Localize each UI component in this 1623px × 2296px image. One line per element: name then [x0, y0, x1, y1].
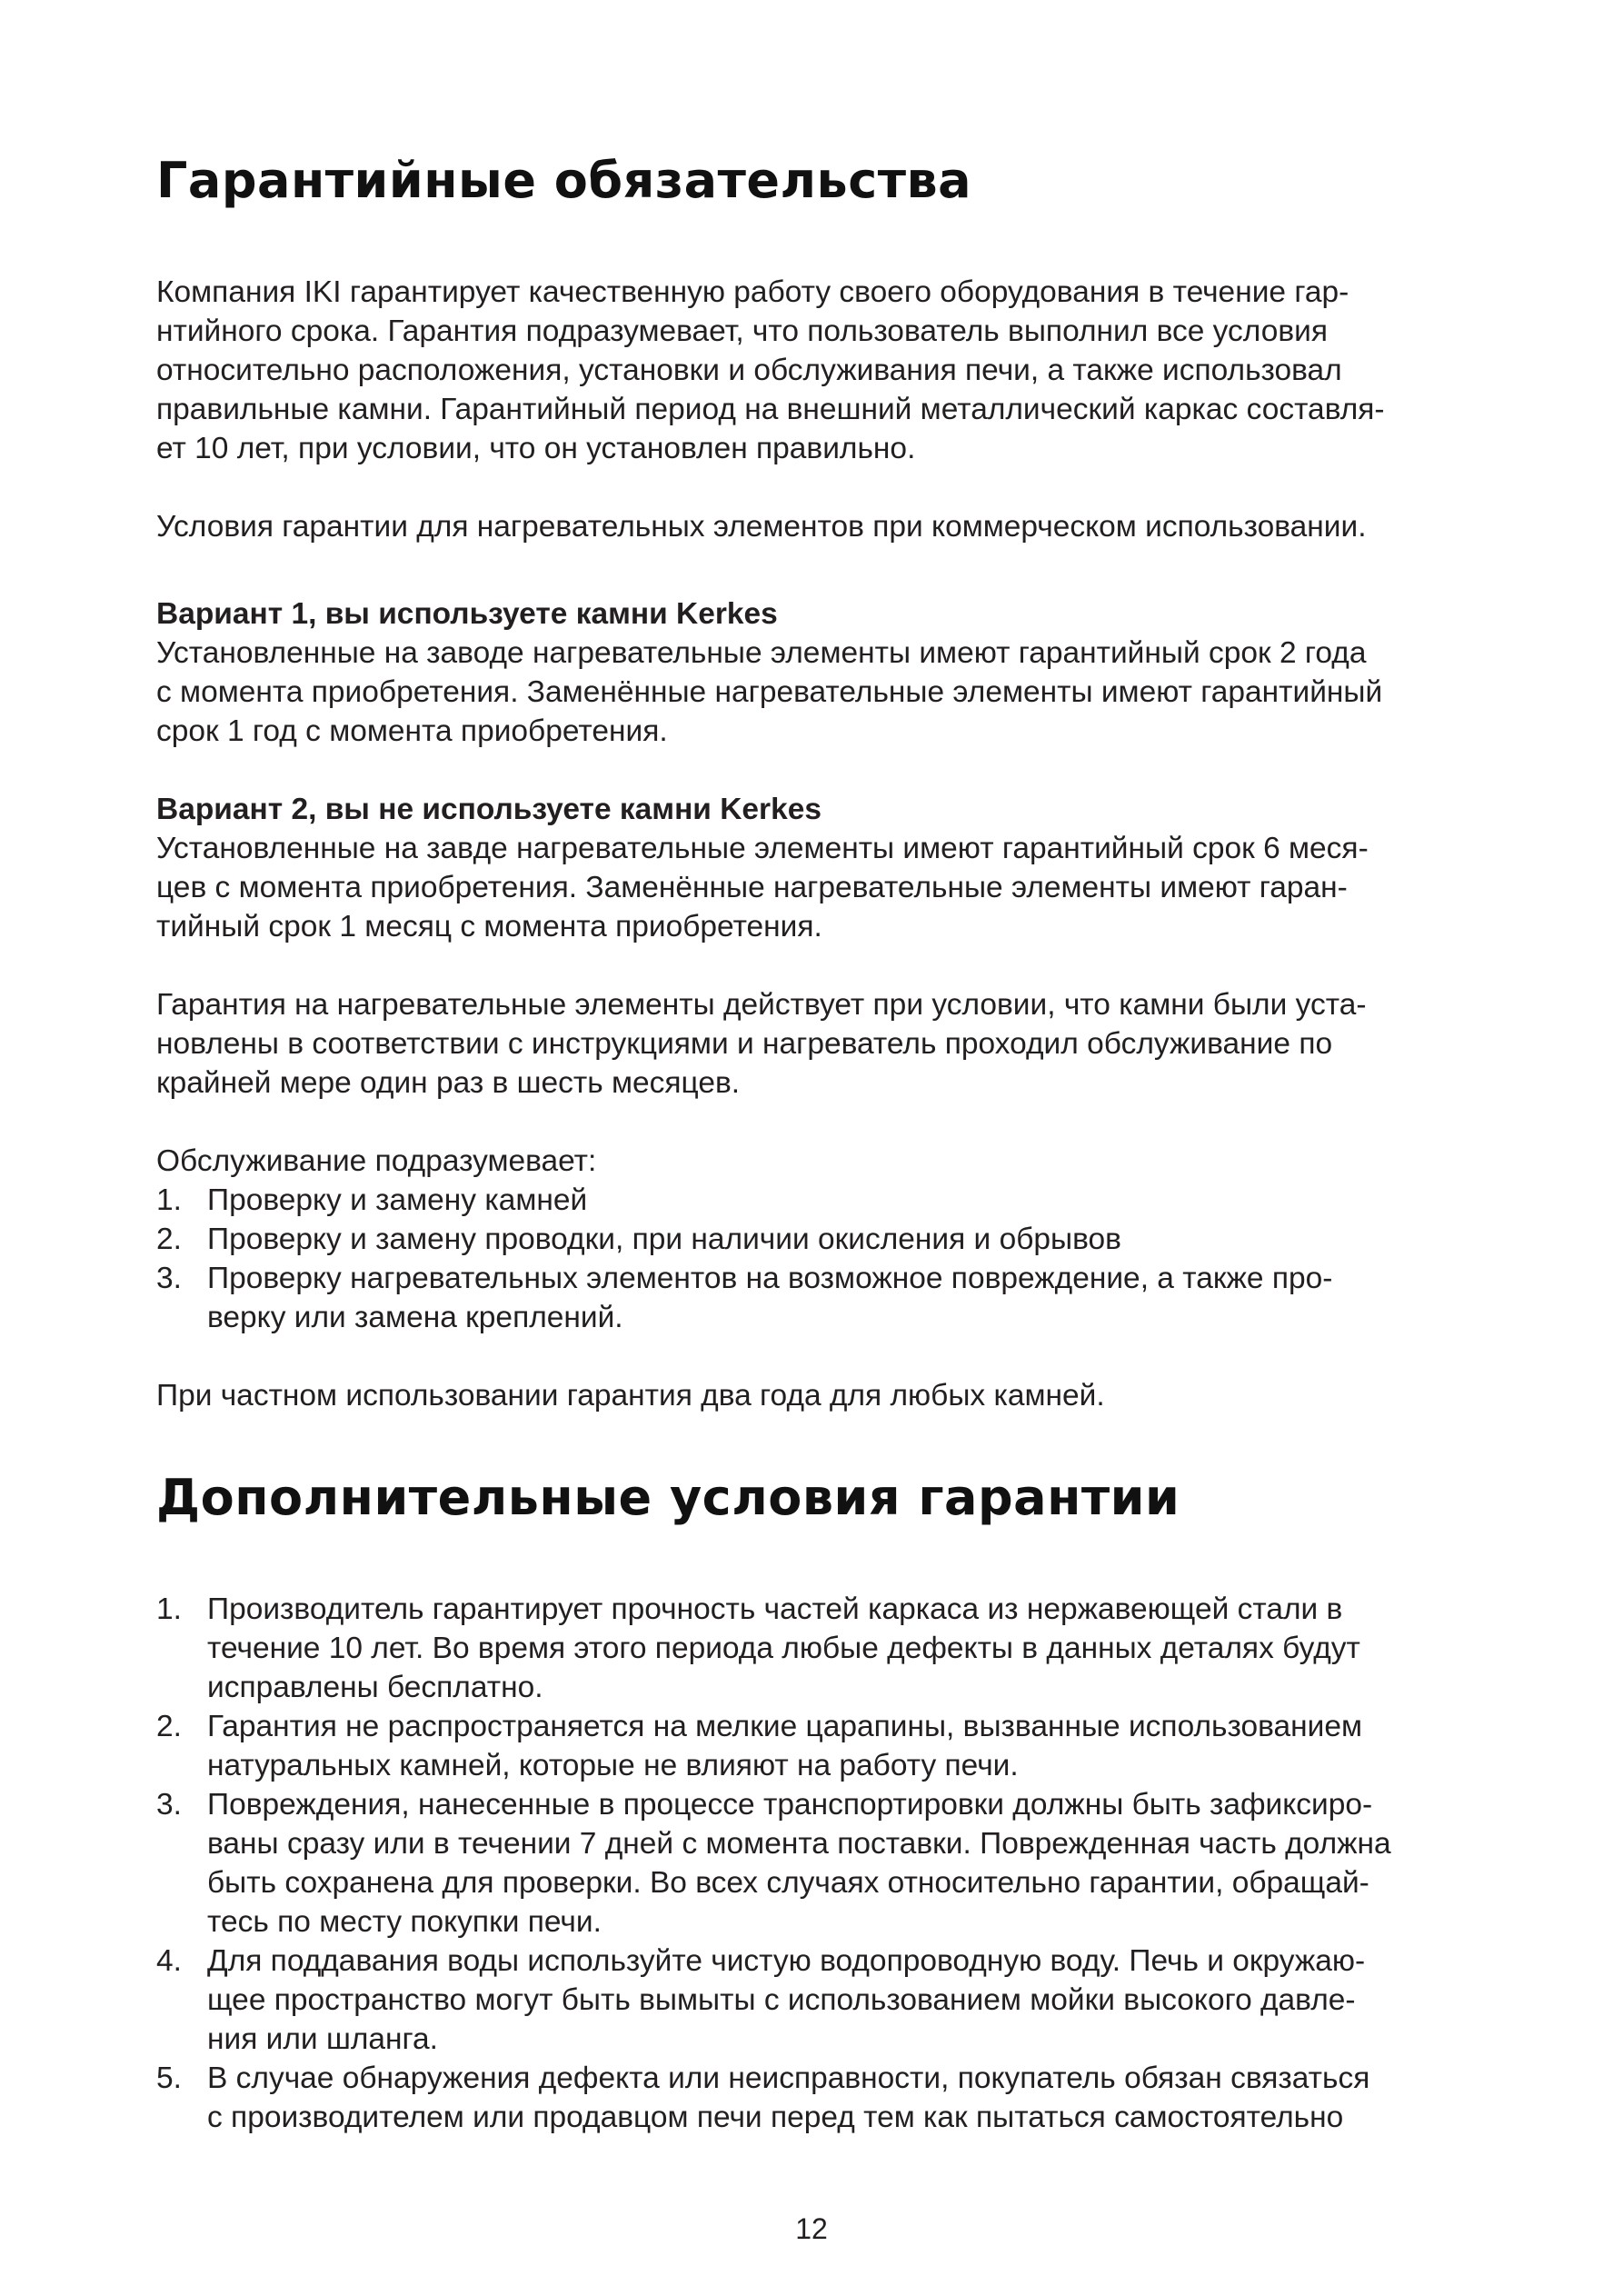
text-line: тесь по месту покупки печи.	[207, 1905, 602, 1939]
text-line: При частном использовании гарантия два года для любых камней.	[156, 1379, 1105, 1413]
list-item	[156, 1259, 1483, 1337]
text-line: Проверку и замену камней	[207, 1183, 588, 1217]
text-line: В случае обнаружения дефекта или неисправности, покупатель обязан связаться	[207, 2061, 1370, 2095]
section-title-warranty: Гарантийные обязательства	[156, 152, 972, 209]
list-number: 2.	[156, 1223, 182, 1256]
list-item	[156, 1785, 1483, 1942]
text-line: с производителем или продавцом печи перед тем как пытаться самостоятельно	[207, 2101, 1344, 2134]
list-item	[156, 1181, 1483, 1220]
list-number: 3.	[156, 1788, 182, 1822]
text-line: Гарантия не распространяется на мелкие царапины, вызванные использованием	[207, 1710, 1363, 1743]
text-line: течение 10 лет. Во время этого периода любые дефекты в данных деталях будут	[207, 1632, 1360, 1665]
text-line: Установленные на завде нагревательные элементы имеют гарантийный срок 6 меся-	[156, 832, 1369, 865]
list-item	[156, 1707, 1483, 1785]
text-line: быть сохранена для проверки. Во всех случаях относительно гарантии, обращай-	[207, 1866, 1369, 1900]
maintenance-list	[156, 1181, 1483, 1337]
text-line: натуральных камней, которые не влияют на работу печи.	[207, 1749, 1019, 1782]
variant-1-heading: Вариант 1, вы используете камни Kerkes	[156, 597, 778, 631]
text-line: срок 1 год с момента приобретения.	[156, 714, 668, 748]
text-line: Условия гарантии для нагревательных элементов при коммерческом использовании.	[156, 510, 1367, 544]
list-number: 2.	[156, 1710, 182, 1743]
maintenance-intro: Обслуживание подразумевает:	[156, 1144, 597, 1178]
additional-conditions-block	[156, 1590, 1483, 2137]
text-line: тийный срок 1 месяц с момента приобретения.	[156, 910, 822, 943]
page-number: 12	[795, 2212, 828, 2245]
text-line: ет 10 лет, при условии, что он установлен правильно.	[156, 432, 916, 465]
list-number: 5.	[156, 2061, 182, 2095]
text-line: Компания IKI гарантирует качественную работу своего оборудования в течение гар-	[156, 275, 1349, 309]
text-line: Производитель гарантирует прочность частей каркаса из нержавеющей стали в	[207, 1592, 1343, 1626]
list-number: 1.	[156, 1183, 182, 1217]
text-line: с момента приобретения. Заменённые нагревательные элементы имеют гарантийный	[156, 675, 1383, 709]
variant-1-block	[156, 594, 1483, 751]
text-line: щее пространство могут быть вымыты с использованием мойки высокого давле-	[207, 1983, 1356, 2017]
text-line: новлены в соответствии с инструкциями и нагреватель проходил обслуживание по	[156, 1027, 1333, 1061]
private-use-note	[156, 1376, 1483, 1415]
list-item	[156, 2059, 1483, 2137]
variant-2-block	[156, 790, 1483, 946]
text-line: крайней мере один раз в шесть месяцев.	[156, 1066, 741, 1100]
list-item	[156, 1942, 1483, 2059]
section-title-additional-conditions: Дополнительные условия гарантии	[156, 1469, 1180, 1526]
text-line: правильные камни. Гарантийный период на внешний металлический каркас составля-	[156, 393, 1385, 426]
text-line: исправлены бесплатно.	[207, 1671, 543, 1704]
text-line: Повреждения, нанесенные в процессе транспортировки должны быть зафиксиро-	[207, 1788, 1373, 1822]
text-line: нтийного срока. Гарантия подразумевает, что пользователь выполнил все условия	[156, 314, 1329, 348]
text-line: верку или замена креплений.	[207, 1301, 623, 1334]
text-line: Для поддавания воды используйте чистую водопроводную воду. Печь и окружаю-	[207, 1944, 1366, 1978]
text-line: ния или шланга.	[207, 2022, 438, 2056]
text-line: относительно расположения, установки и обслуживания печи, а также использовал	[156, 354, 1342, 387]
maintenance-block	[156, 1142, 1483, 1337]
text-line: Проверку нагревательных элементов на возможное повреждение, а также про-	[207, 1262, 1333, 1295]
list-number: 3.	[156, 1262, 182, 1295]
commercial-use-note	[156, 507, 1483, 546]
list-number: 4.	[156, 1944, 182, 1978]
text-line: Установленные на заводе нагревательные элементы имеют гарантийный срок 2 года	[156, 636, 1367, 670]
heating-elements-note	[156, 985, 1483, 1103]
text-line: Проверку и замену проводки, при наличии окисления и обрывов	[207, 1223, 1121, 1256]
warranty-intro-paragraph	[156, 273, 1483, 468]
variant-2-heading: Вариант 2, вы не используете камни Kerkes	[156, 793, 821, 826]
list-item	[156, 1220, 1483, 1259]
list-item	[156, 1590, 1483, 1707]
additional-conditions-list	[156, 1590, 1483, 2137]
list-number: 1.	[156, 1592, 182, 1626]
text-line: Гарантия на нагревательные элементы действует при условии, что камни были уста-	[156, 988, 1367, 1022]
text-line: ваны сразу или в течении 7 дней с момента поставки. Поврежденная часть должна	[207, 1827, 1391, 1861]
text-line: цев с момента приобретения. Заменённые нагревательные элементы имеют гаран-	[156, 871, 1348, 904]
